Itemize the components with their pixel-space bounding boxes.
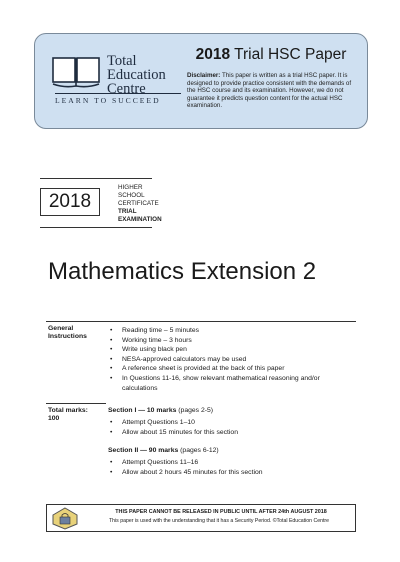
- release-notice: THIS PAPER CANNOT BE RELEASED IN PUBLIC UNTIL AFTER 24th AUGUST 2018: [115, 509, 327, 515]
- logo-divider: [55, 93, 181, 94]
- section-1-list: [108, 418, 238, 437]
- header-banner: [34, 33, 368, 129]
- disclaimer: Disclaimer: This paper is written as a trial HSC paper. It is designed to provide practice consistent with the demands of the HSC course and its examination. However, we do not guarantee it predicts question content for the actual HSC examination.: [187, 72, 352, 110]
- year-box: 2018: [40, 188, 100, 216]
- total-marks-label: Total marks: 100: [48, 407, 88, 423]
- logo-tagline: LEARN TO SUCCEED: [55, 96, 161, 105]
- list-item: • Reading time – 5 minutes: [108, 326, 338, 336]
- list-item: • Allow about 2 hours 45 minutes for this section: [108, 468, 263, 478]
- cert-rule-bottom: [40, 227, 152, 228]
- list-item: • In Questions 11-16, show relevant mathematical reasoning and/or calculations: [108, 374, 338, 393]
- general-instructions-label: General Instructions: [48, 325, 87, 341]
- security-notice: This paper is used with the understanding that it has a Security Period. ©Total Education Centre: [108, 518, 330, 524]
- section-1-heading: Section I — 10 marks (pages 2-5): [108, 407, 214, 414]
- list-item: • Working time – 3 hours: [108, 336, 338, 346]
- list-item: • NESA-approved calculators may be used: [108, 355, 338, 365]
- general-instructions-list: [108, 326, 338, 393]
- cert-rule-top: [40, 178, 152, 179]
- list-item: • Allow about 15 minutes for this section: [108, 428, 238, 438]
- list-item: • Attempt Questions 1–10: [108, 418, 238, 428]
- list-item: • Attempt Questions 11–16: [108, 458, 263, 468]
- paper-title: 2018 Trial HSC Paper: [195, 46, 347, 63]
- list-item: • Write using black pen: [108, 345, 338, 355]
- list-item: • A reference sheet is provided at the back of this paper: [108, 364, 338, 374]
- marks-rule: [46, 403, 106, 404]
- section-2-list: [108, 458, 263, 477]
- cert-lines: HIGHER SCHOOL CERTIFICATE TRIAL EXAMINATION: [118, 184, 162, 223]
- section-2-heading: Section II — 90 marks (pages 6-12): [108, 447, 219, 454]
- logo-wordmark: Total Education Centre: [107, 53, 166, 97]
- security-footer: [46, 504, 356, 532]
- subject-title: Mathematics Extension 2: [48, 258, 317, 285]
- open-book-icon: [51, 54, 103, 90]
- security-shield-icon: [51, 507, 79, 530]
- instructions-rule: [46, 321, 356, 322]
